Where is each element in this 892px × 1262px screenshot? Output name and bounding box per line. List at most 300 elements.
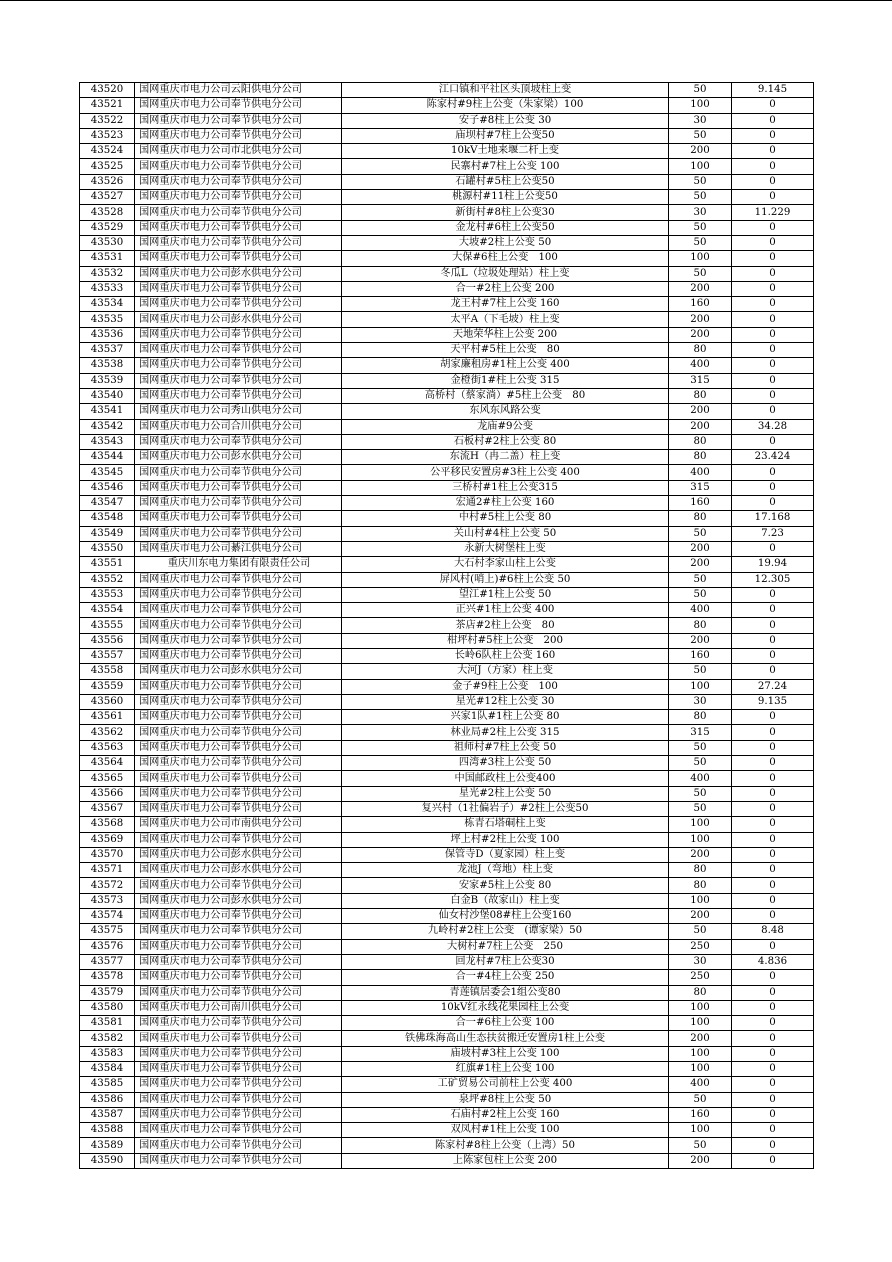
capacity-cell: 200: [669, 144, 732, 159]
table-row: [80, 1092, 814, 1107]
company-cell: 国网重庆市电力公司奉节供电分公司: [135, 1123, 342, 1138]
table-row: [80, 144, 814, 159]
capacity-cell: 80: [669, 343, 732, 358]
capacity-cell: 400: [669, 358, 732, 373]
transformer-name-cell: 兴家1队#1柱上公变 80: [342, 710, 669, 725]
company-cell: 国网重庆市电力公司奉节供电分公司: [135, 1107, 342, 1122]
value-cell: 0: [732, 159, 814, 174]
transformer-name-cell: 安子#8柱上公变 30: [342, 113, 669, 128]
transformer-name-cell: 10kV红永线花果园柱上公变: [342, 1000, 669, 1015]
value-cell: 0: [732, 465, 814, 480]
row-id-cell: 43539: [80, 373, 135, 388]
transformer-table: [79, 82, 814, 1169]
value-cell: 0: [732, 480, 814, 495]
value-cell: 0: [732, 939, 814, 954]
table-row: [80, 281, 814, 296]
transformer-name-cell: 铁佛珠海高山生态扶贫搬迁安置房1柱上公变: [342, 1031, 669, 1046]
table-row: [80, 496, 814, 511]
table-row: [80, 740, 814, 755]
capacity-cell: 50: [669, 190, 732, 205]
capacity-cell: 160: [669, 496, 732, 511]
transformer-name-cell: 青莲镇居委会1组公变80: [342, 985, 669, 1000]
table-row: [80, 1153, 814, 1168]
value-cell: 0: [732, 1123, 814, 1138]
table-row: [80, 450, 814, 465]
transformer-name-cell: 正兴#1柱上公变 400: [342, 603, 669, 618]
transformer-name-cell: 太平A（下毛坡）柱上变: [342, 312, 669, 327]
table-row: [80, 465, 814, 480]
row-id-cell: 43581: [80, 1016, 135, 1031]
capacity-cell: 100: [669, 679, 732, 694]
transformer-name-cell: 陈家村#8柱上公变（上湾）50: [342, 1138, 669, 1153]
row-id-cell: 43542: [80, 419, 135, 434]
value-cell: 0: [732, 1138, 814, 1153]
transformer-name-cell: 金子#9柱上公变 100: [342, 679, 669, 694]
transformer-name-cell: 东流H（冉二盖）柱上变: [342, 450, 669, 465]
capacity-cell: 160: [669, 297, 732, 312]
company-cell: 国网重庆市电力公司奉节供电分公司: [135, 159, 342, 174]
company-cell: 国网重庆市电力公司奉节供电分公司: [135, 970, 342, 985]
table-row: [80, 847, 814, 862]
company-cell: 国网重庆市电力公司彭水供电分公司: [135, 863, 342, 878]
row-id-cell: 43525: [80, 159, 135, 174]
value-cell: 0: [732, 541, 814, 556]
capacity-cell: 100: [669, 893, 732, 908]
value-cell: 0: [732, 190, 814, 205]
row-id-cell: 43556: [80, 633, 135, 648]
capacity-cell: 30: [669, 113, 732, 128]
transformer-name-cell: 冬瓜L（垃圾处理站）柱上变: [342, 266, 669, 281]
value-cell: 0: [732, 98, 814, 113]
company-cell: 国网重庆市电力公司秀山供电分公司: [135, 404, 342, 419]
transformer-name-cell: 仙女村沙堡08#柱上公变160: [342, 909, 669, 924]
value-cell: 0: [732, 648, 814, 663]
table-row: [80, 1062, 814, 1077]
value-cell: 0: [732, 434, 814, 449]
capacity-cell: 100: [669, 832, 732, 847]
company-cell: 国网重庆市电力公司奉节供电分公司: [135, 174, 342, 189]
company-cell: 国网重庆市电力公司奉节供电分公司: [135, 756, 342, 771]
capacity-cell: 200: [669, 847, 732, 862]
row-id-cell: 43586: [80, 1092, 135, 1107]
capacity-cell: 100: [669, 1000, 732, 1015]
transformer-name-cell: 回龙村#7柱上公变30: [342, 954, 669, 969]
company-cell: 国网重庆市电力公司奉节供电分公司: [135, 1153, 342, 1168]
transformer-name-cell: 永新大树堡柱上变: [342, 541, 669, 556]
company-cell: 重庆川东电力集团有限责任公司: [135, 557, 342, 572]
value-cell: 0: [732, 297, 814, 312]
capacity-cell: 100: [669, 98, 732, 113]
transformer-name-cell: 安家#5柱上公变 80: [342, 878, 669, 893]
capacity-cell: 50: [669, 572, 732, 587]
company-cell: 国网重庆市电力公司奉节供电分公司: [135, 1138, 342, 1153]
row-id-cell: 43588: [80, 1123, 135, 1138]
company-cell: 国网重庆市电力公司奉节供电分公司: [135, 235, 342, 250]
row-id-cell: 43589: [80, 1138, 135, 1153]
company-cell: 国网重庆市电力公司奉节供电分公司: [135, 511, 342, 526]
table-row: [80, 235, 814, 250]
table-row: [80, 526, 814, 541]
capacity-cell: 80: [669, 511, 732, 526]
capacity-cell: 250: [669, 970, 732, 985]
table-row: [80, 113, 814, 128]
table-row: [80, 205, 814, 220]
row-id-cell: 43536: [80, 327, 135, 342]
transformer-name-cell: 公平移民安置房#3柱上公变 400: [342, 465, 669, 480]
value-cell: 0: [732, 801, 814, 816]
capacity-cell: 200: [669, 909, 732, 924]
transformer-name-cell: 石板村#2柱上公变 80: [342, 434, 669, 449]
company-cell: 国网重庆市电力公司奉节供电分公司: [135, 358, 342, 373]
transformer-name-cell: 天地荣华柱上公变 200: [342, 327, 669, 342]
capacity-cell: 30: [669, 954, 732, 969]
table-row: [80, 863, 814, 878]
value-cell: 19.94: [732, 557, 814, 572]
table-row: [80, 174, 814, 189]
transformer-name-cell: 屏风村(哨上)#6柱上公变 50: [342, 572, 669, 587]
value-cell: 11.229: [732, 205, 814, 220]
transformer-name-cell: 高桥村（蔡家淌）#5柱上公变 80: [342, 388, 669, 403]
row-id-cell: 43590: [80, 1153, 135, 1168]
company-cell: 国网重庆市电力公司奉节供电分公司: [135, 190, 342, 205]
table-row: [80, 98, 814, 113]
transformer-name-cell: 龙庙#9公变: [342, 419, 669, 434]
transformer-name-cell: 10kV土地来堰二杆上变: [342, 144, 669, 159]
company-cell: 国网重庆市电力公司奉节供电分公司: [135, 297, 342, 312]
table-row: [80, 388, 814, 403]
row-id-cell: 43545: [80, 465, 135, 480]
transformer-name-cell: 天平村#5柱上公变 80: [342, 343, 669, 358]
row-id-cell: 43537: [80, 343, 135, 358]
transformer-name-cell: 龙王村#7柱上公变 160: [342, 297, 669, 312]
transformer-name-cell: 中国邮政柱上公变400: [342, 771, 669, 786]
row-id-cell: 43534: [80, 297, 135, 312]
value-cell: 0: [732, 878, 814, 893]
value-cell: 0: [732, 664, 814, 679]
value-cell: 0: [732, 373, 814, 388]
row-id-cell: 43571: [80, 863, 135, 878]
value-cell: 0: [732, 251, 814, 266]
value-cell: 0: [732, 128, 814, 143]
table-row: [80, 159, 814, 174]
value-cell: 0: [732, 281, 814, 296]
capacity-cell: 400: [669, 771, 732, 786]
table-row: [80, 419, 814, 434]
value-cell: 0: [732, 235, 814, 250]
value-cell: 0: [732, 1062, 814, 1077]
row-id-cell: 43583: [80, 1046, 135, 1061]
transformer-name-cell: 龙池J（弯地）柱上变: [342, 863, 669, 878]
row-id-cell: 43573: [80, 893, 135, 908]
row-id-cell: 43554: [80, 603, 135, 618]
transformer-name-cell: 宏通2#柱上公变 160: [342, 496, 669, 511]
company-cell: 国网重庆市电力公司奉节供电分公司: [135, 909, 342, 924]
transformer-name-cell: 东风东风路公变: [342, 404, 669, 419]
company-cell: 国网重庆市电力公司奉节供电分公司: [135, 603, 342, 618]
table-row: [80, 832, 814, 847]
row-id-cell: 43529: [80, 220, 135, 235]
table-row: [80, 1123, 814, 1138]
table-row: [80, 1138, 814, 1153]
transformer-name-cell: 林业局#2柱上公变 315: [342, 725, 669, 740]
table-row: [80, 618, 814, 633]
transformer-name-cell: 坪上村#2柱上公变 100: [342, 832, 669, 847]
capacity-cell: 50: [669, 83, 732, 98]
transformer-name-cell: 大保#6柱上公变 100: [342, 251, 669, 266]
table-row: [80, 1077, 814, 1092]
table-row: [80, 541, 814, 556]
transformer-name-cell: 关山村#4柱上公变 50: [342, 526, 669, 541]
transformer-name-cell: 星光#12柱上公变 30: [342, 694, 669, 709]
capacity-cell: 80: [669, 618, 732, 633]
transformer-name-cell: 白金B（故家山）柱上变: [342, 893, 669, 908]
row-id-cell: 43580: [80, 1000, 135, 1015]
capacity-cell: 50: [669, 526, 732, 541]
capacity-cell: 160: [669, 648, 732, 663]
company-cell: 国网重庆市电力公司奉节供电分公司: [135, 679, 342, 694]
value-cell: 0: [732, 633, 814, 648]
transformer-name-cell: 茶店#2柱上公变 80: [342, 618, 669, 633]
table-row: [80, 633, 814, 648]
value-cell: 0: [732, 970, 814, 985]
value-cell: 0: [732, 603, 814, 618]
table-row: [80, 648, 814, 663]
table-row: [80, 954, 814, 969]
row-id-cell: 43576: [80, 939, 135, 954]
value-cell: 17.168: [732, 511, 814, 526]
transformer-name-cell: 民寨村#7柱上公变 100: [342, 159, 669, 174]
value-cell: 0: [732, 771, 814, 786]
transformer-name-cell: 新街村#8柱上公变30: [342, 205, 669, 220]
row-id-cell: 43543: [80, 434, 135, 449]
capacity-cell: 50: [669, 786, 732, 801]
table-body: [80, 83, 814, 1169]
table-row: [80, 679, 814, 694]
row-id-cell: 43549: [80, 526, 135, 541]
value-cell: 23.424: [732, 450, 814, 465]
transformer-name-cell: 大坡#2柱上公变 50: [342, 235, 669, 250]
row-id-cell: 43572: [80, 878, 135, 893]
row-id-cell: 43526: [80, 174, 135, 189]
table-row: [80, 297, 814, 312]
row-id-cell: 43530: [80, 235, 135, 250]
company-cell: 国网重庆市电力公司奉节供电分公司: [135, 465, 342, 480]
transformer-name-cell: 泉坪#8柱上公变 50: [342, 1092, 669, 1107]
page-top-rule: [0, 0, 892, 1]
capacity-cell: 100: [669, 1046, 732, 1061]
capacity-cell: 200: [669, 312, 732, 327]
capacity-cell: 50: [669, 801, 732, 816]
capacity-cell: 200: [669, 541, 732, 556]
value-cell: 0: [732, 174, 814, 189]
capacity-cell: 200: [669, 327, 732, 342]
value-cell: 7.23: [732, 526, 814, 541]
company-cell: 国网重庆市电力公司市北供电分公司: [135, 144, 342, 159]
transformer-name-cell: 上陈家包柱上公变 200: [342, 1153, 669, 1168]
table-row: [80, 924, 814, 939]
company-cell: 国网重庆市电力公司彭水供电分公司: [135, 266, 342, 281]
company-cell: 国网重庆市电力公司奉节供电分公司: [135, 526, 342, 541]
transformer-name-cell: 陈家村#9柱上公变（朱家梁）100: [342, 98, 669, 113]
table-row: [80, 1016, 814, 1031]
company-cell: 国网重庆市电力公司奉节供电分公司: [135, 648, 342, 663]
value-cell: 0: [732, 847, 814, 862]
capacity-cell: 50: [669, 587, 732, 602]
value-cell: 0: [732, 1092, 814, 1107]
row-id-cell: 43567: [80, 801, 135, 816]
row-id-cell: 43557: [80, 648, 135, 663]
capacity-cell: 250: [669, 939, 732, 954]
capacity-cell: 80: [669, 434, 732, 449]
capacity-cell: 50: [669, 174, 732, 189]
capacity-cell: 80: [669, 450, 732, 465]
company-cell: 国网重庆市电力公司奉节供电分公司: [135, 710, 342, 725]
company-cell: 国网重庆市电力公司奉节供电分公司: [135, 878, 342, 893]
row-id-cell: 43547: [80, 496, 135, 511]
row-id-cell: 43570: [80, 847, 135, 862]
company-cell: 国网重庆市电力公司奉节供电分公司: [135, 373, 342, 388]
value-cell: 0: [732, 587, 814, 602]
table-row: [80, 190, 814, 205]
table-row: [80, 909, 814, 924]
company-cell: 国网重庆市电力公司奉节供电分公司: [135, 1016, 342, 1031]
company-cell: 国网重庆市电力公司奉节供电分公司: [135, 1092, 342, 1107]
company-cell: 国网重庆市电力公司奉节供电分公司: [135, 618, 342, 633]
capacity-cell: 200: [669, 404, 732, 419]
transformer-name-cell: 大河J（方家）柱上变: [342, 664, 669, 679]
capacity-cell: 50: [669, 235, 732, 250]
row-id-cell: 43553: [80, 587, 135, 602]
company-cell: 国网重庆市电力公司奉节供电分公司: [135, 832, 342, 847]
company-cell: 国网重庆市电力公司奉节供电分公司: [135, 1077, 342, 1092]
row-id-cell: 43532: [80, 266, 135, 281]
value-cell: 0: [732, 1077, 814, 1092]
company-cell: 国网重庆市电力公司奉节供电分公司: [135, 388, 342, 403]
row-id-cell: 43574: [80, 909, 135, 924]
table-row: [80, 358, 814, 373]
row-id-cell: 43568: [80, 817, 135, 832]
company-cell: 国网重庆市电力公司奉节供电分公司: [135, 786, 342, 801]
table-row: [80, 970, 814, 985]
capacity-cell: 50: [669, 1138, 732, 1153]
transformer-name-cell: 胡家廉租房#1柱上公变 400: [342, 358, 669, 373]
table-row: [80, 220, 814, 235]
transformer-name-cell: 九岭村#2柱上公变 (谭家梁）50: [342, 924, 669, 939]
transformer-name-cell: 柑坪村#5柱上公变 200: [342, 633, 669, 648]
company-cell: 国网重庆市电力公司市南供电分公司: [135, 817, 342, 832]
table-row: [80, 664, 814, 679]
company-cell: 国网重庆市电力公司奉节供电分公司: [135, 496, 342, 511]
row-id-cell: 43522: [80, 113, 135, 128]
row-id-cell: 43541: [80, 404, 135, 419]
value-cell: 0: [732, 710, 814, 725]
value-cell: 0: [732, 266, 814, 281]
value-cell: 0: [732, 1031, 814, 1046]
company-cell: 国网重庆市电力公司奉节供电分公司: [135, 1046, 342, 1061]
capacity-cell: 200: [669, 1031, 732, 1046]
capacity-cell: 200: [669, 557, 732, 572]
row-id-cell: 43563: [80, 740, 135, 755]
row-id-cell: 43578: [80, 970, 135, 985]
capacity-cell: 100: [669, 251, 732, 266]
company-cell: 国网重庆市电力公司奉节供电分公司: [135, 633, 342, 648]
value-cell: 27.24: [732, 679, 814, 694]
transformer-name-cell: 复兴村（1社偏岩子）#2柱上公变50: [342, 801, 669, 816]
table-row: [80, 343, 814, 358]
capacity-cell: 315: [669, 725, 732, 740]
company-cell: 国网重庆市电力公司合川供电分公司: [135, 419, 342, 434]
value-cell: 0: [732, 144, 814, 159]
company-cell: 国网重庆市电力公司奉节供电分公司: [135, 694, 342, 709]
transformer-name-cell: 长岭6队柱上公变 160: [342, 648, 669, 663]
company-cell: 国网重庆市电力公司彭水供电分公司: [135, 664, 342, 679]
row-id-cell: 43575: [80, 924, 135, 939]
table-row: [80, 725, 814, 740]
row-id-cell: 43566: [80, 786, 135, 801]
capacity-cell: 50: [669, 664, 732, 679]
capacity-cell: 200: [669, 419, 732, 434]
row-id-cell: 43585: [80, 1077, 135, 1092]
table-row: [80, 786, 814, 801]
row-id-cell: 43528: [80, 205, 135, 220]
table-row: [80, 266, 814, 281]
capacity-cell: 80: [669, 388, 732, 403]
transformer-name-cell: 望江#1柱上公变 50: [342, 587, 669, 602]
value-cell: 0: [732, 909, 814, 924]
table-row: [80, 373, 814, 388]
table-row: [80, 327, 814, 342]
value-cell: 0: [732, 725, 814, 740]
company-cell: 国网重庆市电力公司奉节供电分公司: [135, 985, 342, 1000]
table-row: [80, 434, 814, 449]
transformer-name-cell: 江口镇和平社区头顶坡柱上变: [342, 83, 669, 98]
company-cell: 国网重庆市电力公司奉节供电分公司: [135, 587, 342, 602]
table-row: [80, 710, 814, 725]
transformer-name-cell: 大石村李家山柱上公变: [342, 557, 669, 572]
company-cell: 国网重庆市电力公司奉节供电分公司: [135, 1031, 342, 1046]
row-id-cell: 43538: [80, 358, 135, 373]
row-id-cell: 43527: [80, 190, 135, 205]
table-row: [80, 771, 814, 786]
value-cell: 0: [732, 1046, 814, 1061]
value-cell: 8.48: [732, 924, 814, 939]
value-cell: 0: [732, 1153, 814, 1168]
table-row: [80, 694, 814, 709]
value-cell: 0: [732, 113, 814, 128]
company-cell: 国网重庆市电力公司奉节供电分公司: [135, 251, 342, 266]
table-row: [80, 404, 814, 419]
value-cell: 0: [732, 1016, 814, 1031]
company-cell: 国网重庆市电力公司奉节供电分公司: [135, 801, 342, 816]
company-cell: 国网重庆市电力公司奉节供电分公司: [135, 771, 342, 786]
company-cell: 国网重庆市电力公司彭水供电分公司: [135, 893, 342, 908]
table-row: [80, 587, 814, 602]
value-cell: 9.145: [732, 83, 814, 98]
capacity-cell: 50: [669, 1092, 732, 1107]
row-id-cell: 43531: [80, 251, 135, 266]
transformer-name-cell: 双凤村#1柱上公变 100: [342, 1123, 669, 1138]
capacity-cell: 30: [669, 205, 732, 220]
value-cell: 0: [732, 327, 814, 342]
table-row: [80, 1046, 814, 1061]
value-cell: 0: [732, 756, 814, 771]
row-id-cell: 43579: [80, 985, 135, 1000]
row-id-cell: 43524: [80, 144, 135, 159]
transformer-name-cell: 星光#2柱上公变 50: [342, 786, 669, 801]
row-id-cell: 43584: [80, 1062, 135, 1077]
capacity-cell: 50: [669, 924, 732, 939]
transformer-name-cell: 石庙村#2柱上公变 160: [342, 1107, 669, 1122]
